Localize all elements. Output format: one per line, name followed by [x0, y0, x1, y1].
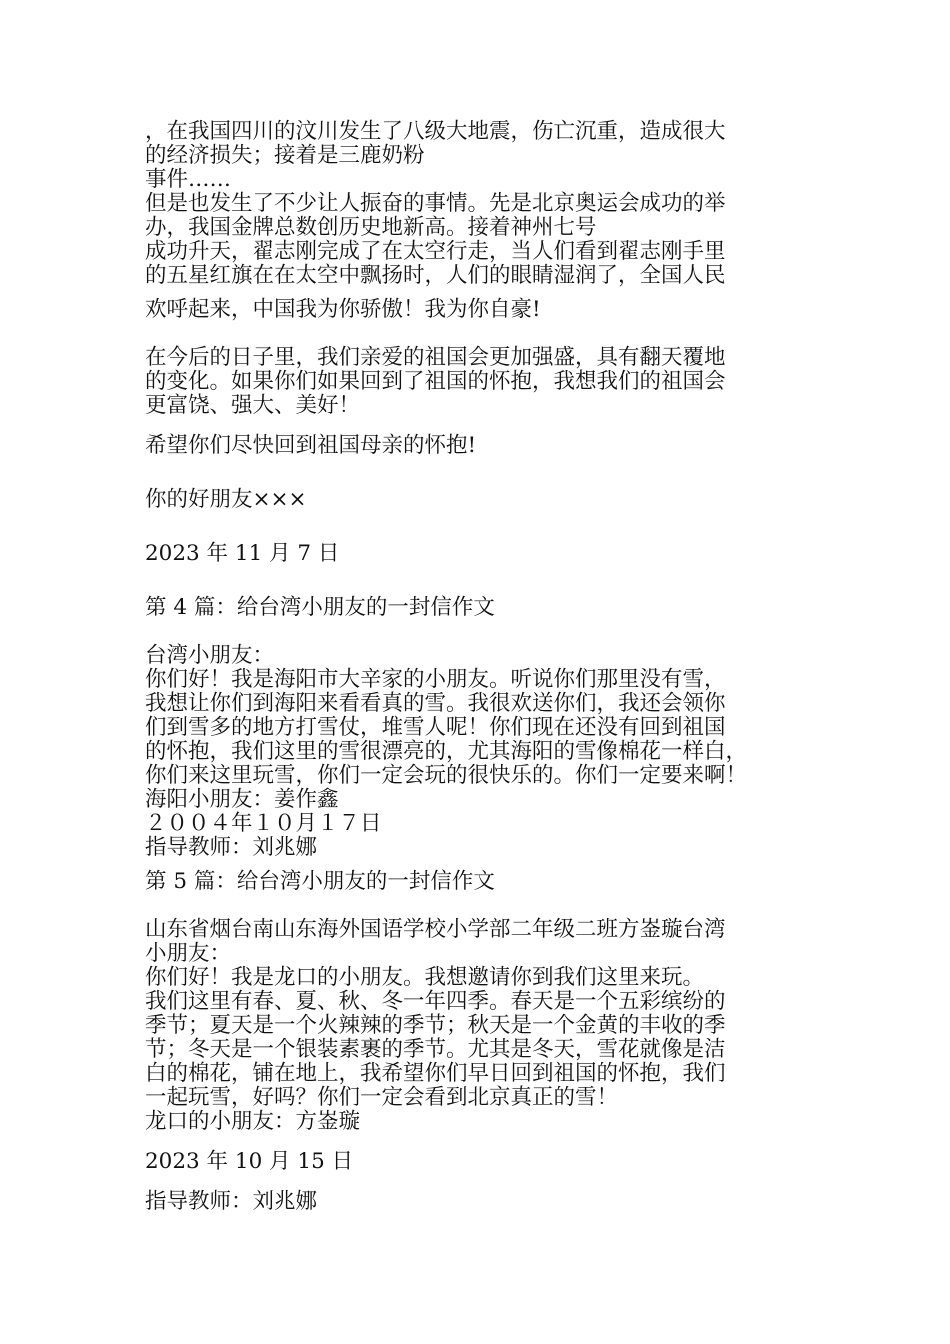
paragraph-line: 的变化。如果你们如果回到了祖国的怀抱，我想我们的祖国会 [145, 369, 726, 394]
paragraph-line: 你们好！我是海阳市大辛家的小朋友。听说你们那里没有雪， [145, 667, 726, 692]
paragraph-line: 更富饶、强大、美好！ [145, 393, 361, 418]
teacher-line: 指导教师：刘兆娜 [145, 1189, 318, 1214]
paragraph-line: ２００４年１０月１７日 [145, 811, 382, 836]
document-page [145, 120, 835, 1214]
paragraph-line: 指导教师：刘兆娜 [145, 835, 318, 860]
paragraph-line: 季节；夏天是一个火辣辣的季节；秋天是一个金黄的丰收的季 [145, 1013, 726, 1038]
paragraph-line: 海阳小朋友：姜作鑫 [145, 787, 339, 812]
paragraph-line: 但是也发生了不少让人振奋的事情。先是北京奥运会成功的举 [145, 191, 726, 216]
section-heading: 第 5 篇：给台湾小朋友的一封信作文 [145, 869, 495, 894]
paragraph-line: 事件…… [145, 167, 232, 192]
paragraph-line: 我们这里有春、夏、秋、冬一年四季。春天是一个五彩缤纷的 [145, 989, 726, 1014]
paragraph-line: 的经济损失；接着是三鹿奶粉 [145, 143, 425, 168]
paragraph-line: 们到雪多的地方打雪仗，堆雪人呢！你们现在还没有回到祖国 [145, 715, 726, 740]
signature: 你的好朋友××× [145, 487, 307, 512]
letter-date: 2023 年 11 月 7 日 [145, 541, 340, 566]
paragraph-line: 一起玩雪，好吗？你们一定会看到北京真正的雪！ [145, 1085, 619, 1110]
paragraph-line: 在今后的日子里，我们亲爱的祖国会更加强盛，具有翻天覆地 [145, 345, 726, 370]
paragraph-line: 的五星红旗在在太空中飘扬时，人们的眼睛湿润了，全国人民 [145, 263, 726, 288]
paragraph-line: 你们好！我是龙口的小朋友。我想邀请你到我们这里来玩。 [145, 965, 705, 990]
paragraph-line: 你们来这里玩雪，你们一定会玩的很快乐的。你们一定要来啊！ [145, 763, 748, 788]
paragraph-line: 山东省烟台南山东海外国语学校小学部二年级二班方崟璇台湾 [145, 917, 726, 942]
paragraph-line: 欢呼起来，中国我为你骄傲！我为你自豪! [145, 297, 541, 322]
paragraph-line: 台湾小朋友： [145, 643, 275, 668]
hope-line: 希望你们尽快回到祖国母亲的怀抱! [145, 433, 477, 458]
paragraph-line: 白的棉花，铺在地上，我希望你们早日回到祖国的怀抱，我们 [145, 1061, 726, 1086]
paragraph-line: 小朋友： [145, 941, 232, 966]
paragraph-line: 龙口的小朋友：方崟璇 [145, 1109, 361, 1134]
paragraph-line: 的怀抱，我们这里的雪很漂亮的，尤其海阳的雪像棉花一样白， [145, 739, 748, 764]
paragraph-line: 成功升天，翟志刚完成了在太空行走，当人们看到翟志刚手里 [145, 239, 726, 264]
paragraph-line: 办，我国金牌总数创历史地新高。接着神州七号 [145, 215, 597, 240]
paragraph-line: 节；冬天是一个银装素裹的季节。尤其是冬天，雪花就像是洁 [145, 1037, 726, 1062]
section-heading: 第 4 篇：给台湾小朋友的一封信作文 [145, 595, 495, 620]
paragraph-line: 我想让你们到海阳来看看真的雪。我很欢送你们，我还会领你 [145, 691, 726, 716]
paragraph-line: ，在我国四川的汶川发生了八级大地震，伤亡沉重，造成很大 [145, 119, 726, 144]
letter-date: 2023 年 10 月 15 日 [145, 1149, 354, 1174]
